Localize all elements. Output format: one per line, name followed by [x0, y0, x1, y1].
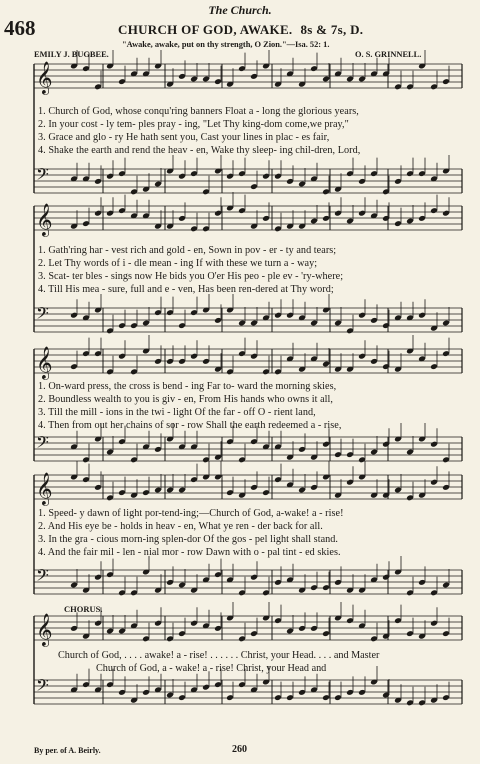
hymn-number: 468 — [4, 16, 36, 40]
verse-line-1-1: 1. Church of God, whose conqu'ring banners Float a - long the glorious years, — [38, 106, 359, 117]
scripture-reference: "Awake, awake, put on thy strength, O Zion."—Isa. 52: 1. — [122, 40, 330, 49]
verse-line-4-2: 2. And His eye be - holds in heav - en, What ye ren - der back for all. — [38, 521, 323, 532]
bass-clef-icon: 𝄢 — [36, 432, 49, 456]
treble-clef-icon: 𝄞 — [36, 346, 53, 379]
verse-line-3-4: 4. Then from out her chains of sor - row Shall the earth redeemed a - rise, — [38, 420, 342, 431]
verse-line-1-4: 4. Shake the earth and rend the heav - en, Wake thy sleep- ing chil-dren, Lord, — [38, 145, 361, 156]
permission-credit: By per. of A. Beirly. — [34, 746, 101, 755]
page-number: 260 — [232, 744, 247, 755]
verse-line-2-2: 2. Let Thy words of i - dle mean - ing If with these we turn a - way; — [38, 258, 318, 269]
verse-line-2-3: 3. Scat- ter bles - sings now He bids you O'er His peo - ple ev - 'ry-where; — [38, 271, 344, 282]
bass-clef-icon: 𝄢 — [36, 164, 49, 188]
verse-line-3-2: 2. Boundless wealth to you is giv - en, From His hands who owns it all, — [38, 394, 334, 405]
verse-line-1-3: 3. Grace and glo - ry He hath sent you, Cast your lines in plac - es fair, — [38, 132, 330, 143]
meter-text: 8s & 7s, D. — [300, 22, 364, 37]
verse-line-4-4: 4. And the fair mil - len - nial mor - row Dawn with o - pal tint - ed skies. — [38, 547, 341, 558]
title-text: CHURCH OF GOD, AWAKE. — [118, 22, 293, 37]
treble-clef-icon: 𝄞 — [36, 613, 53, 646]
verse-line-4-1: 1. Speed- y dawn of light por-tend-ing;—Church of God, a-wake! a - rise! — [38, 508, 344, 519]
treble-clef-icon: 𝄞 — [36, 203, 53, 236]
verse-line-1-2: 2. In your cost - ly tem- ples pray - ing, "Let Thy king-dom come,we pray," — [38, 119, 349, 130]
composer-credit: EMILY J. BUGBEE. — [34, 50, 109, 59]
bass-clef-icon: 𝄢 — [36, 675, 49, 699]
verse-line-3-3: 3. Till the mill - ions in the twi - light Of the far - off O - rient land, — [38, 407, 316, 418]
treble-clef-icon: 𝄞 — [36, 61, 53, 94]
verse-line-3-1: 1. On-ward press, the cross is bend - ing Far to- ward the morning skies, — [38, 381, 337, 392]
chorus-line-2: Church of God, a - wake! a - rise! Christ, your Head and — [96, 663, 327, 674]
verse-line-2-4: 4. Till His mea - sure, full and e - ven, Has been ren-dered at Thy word; — [38, 284, 334, 295]
verse-line-2-1: 1. Gath'ring har - vest rich and gold - en, Sown in pov - er - ty and tears; — [38, 245, 337, 256]
verse-line-4-3: 3. In the gra - cious morn-ing splen-dor Of the gos - pel light shall stand. — [38, 534, 339, 545]
chorus-line-1: Church of God, . . . . awake! a - rise! . . . . . . Christ, your Head. . . . and Master — [58, 650, 380, 661]
running-head: The Church. — [208, 3, 272, 17]
treble-clef-icon: 𝄞 — [36, 472, 53, 505]
bass-clef-icon: 𝄢 — [36, 565, 49, 589]
arranger-credit: O. S. GRINNELL. — [355, 50, 422, 59]
chorus-label: CHORUS. — [64, 604, 103, 614]
bass-clef-icon: 𝄢 — [36, 303, 49, 327]
